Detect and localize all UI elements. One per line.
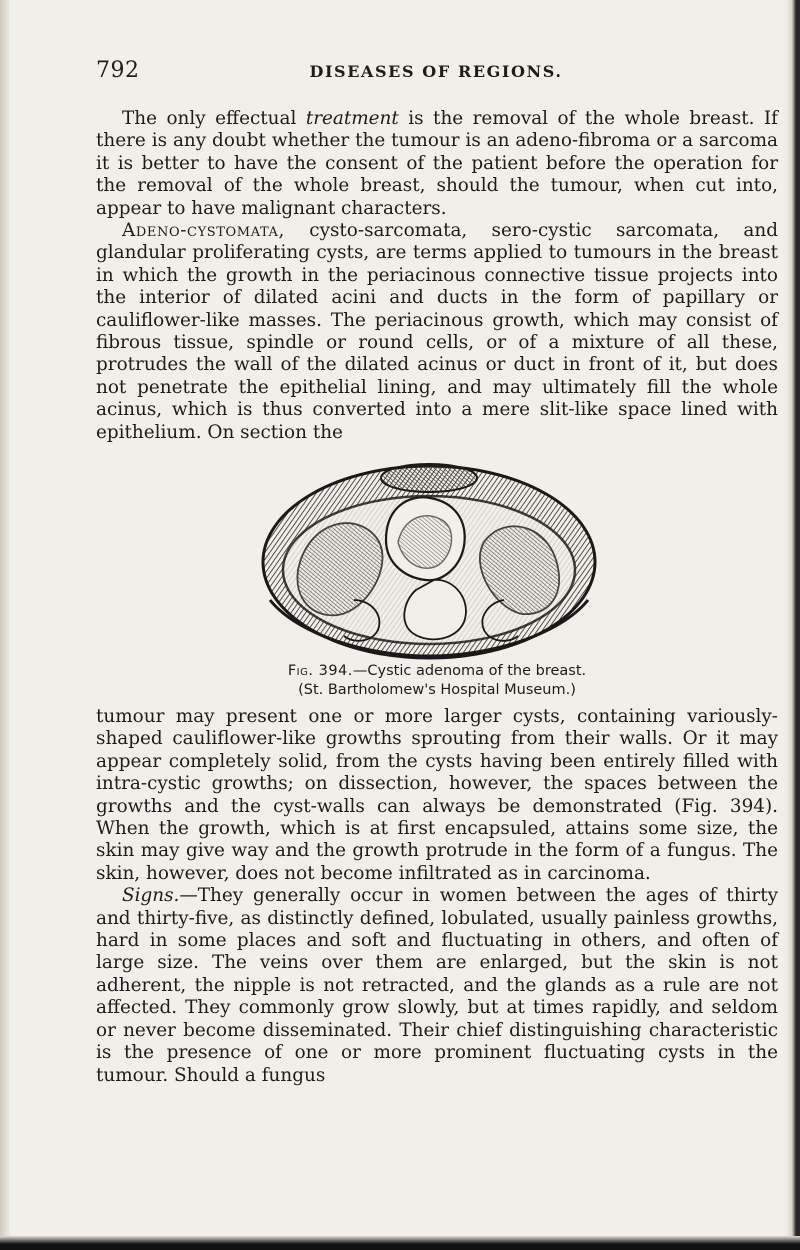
running-head: DISEASES OF REGIONS. [309,62,563,81]
paragraph-treatment [96,108,778,220]
figure-label: Fig. 394. [287,663,353,679]
text-run: —They generally occur in women between the ages of thirty and thirty-five, as distinctly defined, lobulated, usually painless growths, hard in some places and soft and fluctuating in others, and often of large size. The veins over them are enlarged, but the skin is not adherent, the nipple is not retracted, and the glands as a rule are not affected. They commonly grow slowly, but at times rapidly, and seldom or never become disseminated. Their chief distinguishing characteristic is the presence of one or more prominent fluctuating cysts in the tumour. Should a fungus [96,885,778,1086]
italic-term: treatment [305,108,399,129]
italic-heading: Signs. [122,885,180,907]
figure-caption [96,662,778,700]
caption-line [96,662,778,681]
text-run: The only effectual [122,108,306,129]
body-text-bottom [96,706,778,1087]
paragraph-adeno-cystomata [96,220,778,444]
cystic-adenoma-illustration [258,450,600,664]
text-run: cysto-sarcomata, sero-cystic sarcomata, and glandular proliferating cysts, are terms applied to tumours in the breast in which the growth in the periacinous connective tissue projects into the interior of dilated acini and ducts in the form of papillary or cauliflower-like masses. The periacinous growth, which may consist of fibrous tissue, spindle or round cells, or of a mixture of all these, protrudes the wall of the dilated acinus or duct in front of it, but does not penetrate the epithelial lining, and may ultimately fill the whole acinus, which is thus converted into a mere slit-like space lined with epithelium. On section the [96,220,778,443]
body-text-top [96,108,778,444]
caption-source: (St. Bartholomew's Hospital Museum.) [298,682,576,698]
text-run: is the removal of the whole breast. If there is any doubt whether the tumour is an adeno-fibroma or a sarcoma it is better to have the consent of the patient before the operation for the removal of the whole breast, should the tumour, when cut into, appear to have malignant characters. [96,108,778,219]
page-edge-left [0,0,9,1250]
page-number: 792 [96,58,140,83]
caption-text: —Cystic adenoma of the breast. [352,663,587,679]
paragraph-signs [96,885,778,1087]
page-bottom-edge [0,1236,800,1250]
page-edge-right [786,0,800,1250]
paragraph-tumour-continued: tumour may present one or more larger cysts, containing variously-shaped cauliflower-like growths sprouting from their walls. Or it may appear completely solid, from the cysts having been entirely filled with intra-cystic growths; on dissection, however, the spaces between the growths and the cyst-walls can always be demonstrated (Fig. 394). When the growth, which is at first encapsuled, attains some size, the skin may give way and the growth protrude in the form of a fungus. The skin, however, does not become infiltrated as in carcinoma. [96,706,778,884]
section-term: Adeno-cystomata, [122,220,285,242]
figure-cystic-adenoma [258,450,600,664]
page-header [96,58,776,88]
